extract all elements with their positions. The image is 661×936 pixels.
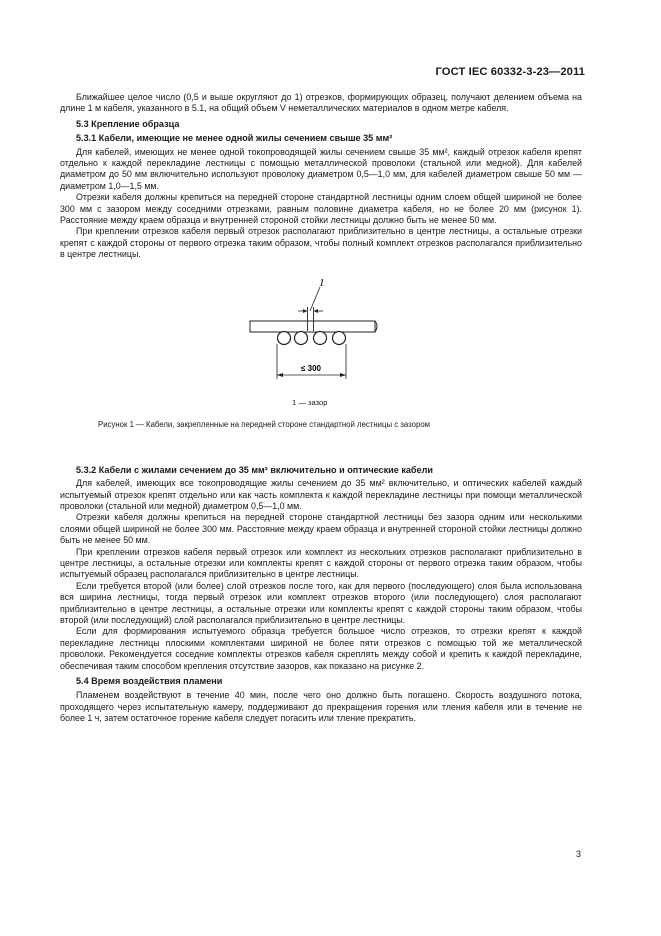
paragraph: Если для формирования испытуемого образца требуется большое число отрезков, то отрезки крепят к каждой перекладине лестницы плоскими комплектами шириной не более пяти отрезков с помощью той же металлической проволоки. Рекомендуется соседние комплекты отрезков кабеля скреплять между собой и крепить к каждой перекладине, обеспечивая таким способом крепления отсутствие зазоров, как показано на рисунке 2. [60,626,582,671]
figure-caption: Рисунок 1 — Кабели, закрепленные на передней стороне стандартной лестницы с зазором [98,419,431,429]
paragraph: Для кабелей, имеющих все токопроводящие жилы сечением до 35 мм² включительно, и оптических кабелей каждый испытуемый отрезок крепят отдельно или как часть комплекта к каждой перекладине лестницы при помощи металлической проволоки (стальной или медной) диаметром 0,5—1,0 мм. [60,478,582,511]
paragraph: Для кабелей, имеющих не менее одной токопроводящей жилы сечением свыше 35 мм², каждый отрезок кабеля крепят отдельно к каждой перекладине лестницы с помощью металлической проволоки (стальной или медной). Для кабелей диаметром до 50 мм включительно используют проволоку диаметром 0,5—1,0 мм, для кабелей диаметром свыше 50 мм — диаметром 1,0—1,5 мм. [60,146,582,191]
paragraph: Ближайшее целое число (0,5 и выше округляют до 1) отрезков, формирующих образец, получают делением объема на длине 1 м кабеля, указанного в 5.1, на общий объем V неметаллических материалов в одном метре кабеля. [60,92,582,114]
figure-label-1: 1 [319,276,325,289]
paragraph: Отрезки кабеля должны крепиться на передней стороне стандартной лестницы одним слоем общей шириной не более 300 мм с зазором между соседними отрезками, равным половине диаметра кабеля, но не более 20 мм (рисунок 1). Расстояние между краем образца и внутренней стороной стойки лестницы должно быть не менее 50 мм. [60,192,582,226]
document-header: ГОСТ IEC 60332-3-23—2011 [435,66,585,78]
paragraph: Если требуется второй (или более) слой отрезков после того, как для первого (последующего) слоя была использована вся ширина лестницы, тогда первый отрезок или комплект отрезков второго (или последующего) слоя располагают приблизительно в центре лестницы, а остальные отрезки или комплекты крепят с каждой стороны таким образом, чтобы второй (или последующий) слой располагался приблизительно в центре лестницы. [60,580,582,625]
page-body [60,92,582,725]
dimension-label: ≤ 300 [301,363,321,373]
paragraph: При креплении отрезков кабеля первый отрезок располагают приблизительно в центре лестницы, а остальные отрезки крепят с каждой стороны от первого отрезка таким образом, чтобы полный комплект отрезков располагался приблизительно в центре лестницы. [60,226,582,260]
section-heading-5-3-1: 5.3.1 Кабели, имеющие не менее одной жилы сечением свыше 35 мм² [76,133,393,144]
figure-1 [60,265,582,449]
paragraph: Пламенем воздействуют в течение 40 мин, после чего оно должно быть погашено. Скорость воздушного потока, проходящего через испытательную камеру, поддерживают до прекращения горения или тления кабеля или в течение не более 1 ч, затем остаточное горение кабеля следует погасить или тление прекратить. [60,690,582,724]
section-heading-5-3-2: 5.3.2 Кабели с жилами сечением до 35 мм² включительно и оптические кабели [76,464,433,475]
figure-legend: 1 — зазор [292,397,328,407]
cable-ladder-diagram [240,271,450,391]
page-number: 3 [576,849,582,859]
section-heading-5-3: 5.3 Крепление образца [76,118,180,129]
paragraph: При креплении отрезков кабеля первый отрезок или комплект из нескольких отрезков располагают приблизительно в центре лестницы, а остальные отрезки или комплекты крепят с каждой стороны от первого отрезка таким образом, чтобы испытуемый образец располагался приблизительно в центре лестницы. [60,546,582,580]
paragraph: Отрезки кабеля должны крепиться на передней стороне стандартной лестницы без зазора одним или несколькими слоями общей шириной не более 300 мм. Расстояние между краем образца и внутренней стороной стойки лестницы должно быть не менее 50 мм. [60,512,582,546]
section-heading-5-4: 5.4 Время воздействия пламени [76,676,223,686]
